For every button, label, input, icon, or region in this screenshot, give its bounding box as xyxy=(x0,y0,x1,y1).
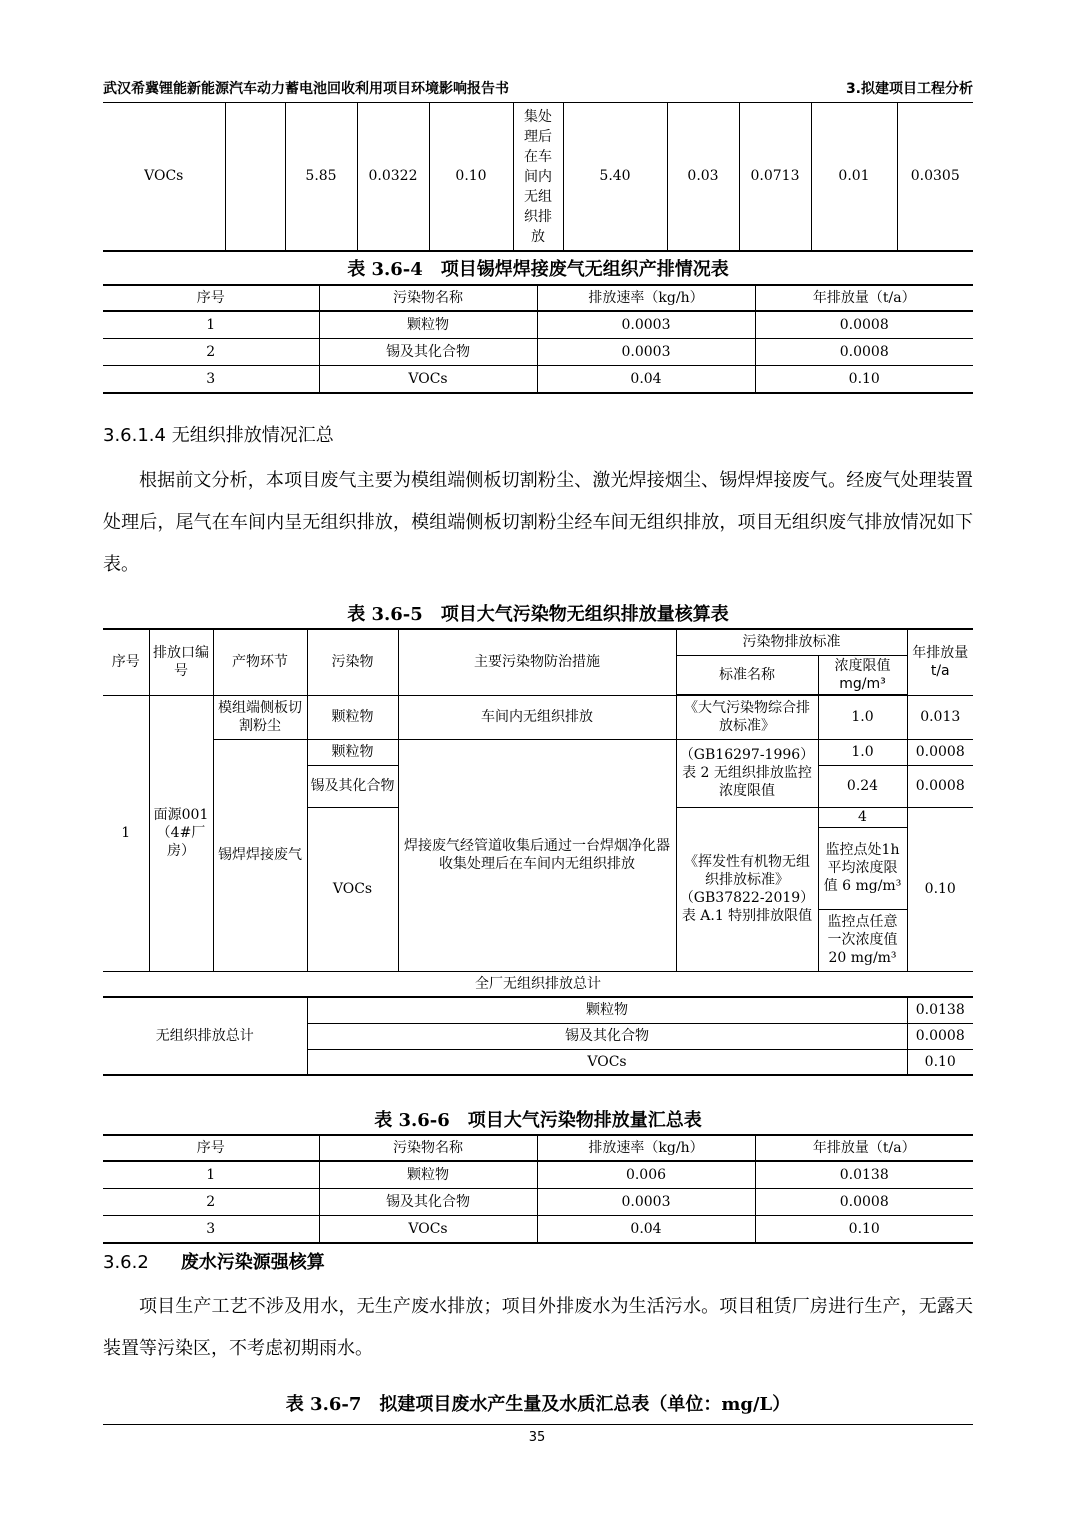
cell-process-2: 锡焊焊接废气 xyxy=(213,739,307,971)
page-header xyxy=(103,76,973,100)
cell-total-value-3: 0.10 xyxy=(907,1049,973,1075)
table-row xyxy=(103,339,973,366)
cell-treatment: 集处理后在车间内无组织排放 xyxy=(513,103,563,251)
section-title: 废水污染源强核算 xyxy=(180,1252,325,1273)
cell-annual-1: 0.013 xyxy=(907,695,973,739)
cell-total-pollutant-2: 锡及其化合物 xyxy=(307,1023,907,1049)
table-row xyxy=(103,1216,973,1244)
td: 0.0003 xyxy=(537,311,755,339)
td: 0.0003 xyxy=(537,339,755,366)
td: 2 xyxy=(103,339,319,366)
td: 3 xyxy=(103,1216,319,1244)
th: 排放速率（kg/h） xyxy=(537,285,755,311)
th-pollutant: 污染物 xyxy=(307,629,398,695)
cell-limit-4a: 4 xyxy=(818,807,907,827)
cell xyxy=(225,103,285,251)
table-row xyxy=(103,366,973,394)
cell: 0.0713 xyxy=(739,103,811,251)
cell: 5.85 xyxy=(285,103,357,251)
cell-pollutant-1: 颗粒物 xyxy=(307,695,398,739)
cell-annual-3: 0.0008 xyxy=(907,765,973,807)
cell-limit-4b: 监控点处1h 平均浓度限值 6 mg/m³ xyxy=(818,827,907,909)
cell-pollutant-4: VOCs xyxy=(307,807,398,971)
cell-pollutant-2: 颗粒物 xyxy=(307,739,398,765)
table4 xyxy=(103,284,973,394)
td: VOCs xyxy=(319,1216,537,1244)
cell: 0.01 xyxy=(811,103,897,251)
header-title: 武汉希冀锂能新能源汽车动力蓄电池回收利用项目环境影响报告书 xyxy=(103,81,509,97)
paragraph-2: 项目生产工艺不涉及用水，无生产废水排放；项目外排废水为生活污水。项目租赁厂房进行生产，无露天装置等污染区，不考虑初期雨水。 xyxy=(103,1296,973,1359)
table6-caption: 表 3.6-6 项目大气污染物排放量汇总表 xyxy=(374,1110,702,1131)
page-number: 35 xyxy=(528,1430,546,1445)
cell-limit-1: 1.0 xyxy=(818,695,907,739)
paragraph-1: 根据前文分析，本项目废气主要为模组端侧板切割粉尘、激光焊接烟尘、锡焊焊接废气。经废气处理装置处理后，尾气在车间内呈无组织排放，模组端侧板切割粉尘经车间无组织排放，项目无组织废气排放情况如下表。 xyxy=(103,470,973,575)
td: 0.0008 xyxy=(755,311,973,339)
td: 颗粒物 xyxy=(319,1161,537,1189)
td: 0.0008 xyxy=(755,339,973,366)
cell: 0.10 xyxy=(429,103,513,251)
td: 2 xyxy=(103,1189,319,1216)
td: 锡及其化合物 xyxy=(319,339,537,366)
cell-pollutant: VOCs xyxy=(103,103,225,251)
td: 0.0003 xyxy=(537,1189,755,1216)
td: 0.0008 xyxy=(755,1189,973,1216)
td: VOCs xyxy=(319,366,537,394)
td: 1 xyxy=(103,311,319,339)
th-standard: 污染物排放标准 xyxy=(676,629,907,655)
th: 序号 xyxy=(103,285,319,311)
cell: 5.40 xyxy=(563,103,667,251)
cell-total-pollutant-3: VOCs xyxy=(307,1049,907,1075)
cell-process-1: 模组端侧板切割粉尘 xyxy=(213,695,307,739)
th: 年排放量（t/a） xyxy=(755,285,973,311)
table7-caption: 表 3.6-7 拟建项目废水产生量及水质汇总表（单位：mg/L） xyxy=(285,1394,791,1415)
cell-total-title: 全厂无组织排放总计 xyxy=(103,971,973,997)
th: 污染物名称 xyxy=(319,1135,537,1161)
cell: 0.03 xyxy=(667,103,739,251)
cell-annual-2: 0.0008 xyxy=(907,739,973,765)
cell-standard-1a: 《大气污染物综合排放标准》 xyxy=(676,695,818,739)
cell-standard-1b: （GB16297-1996）表 2 无组织排放监控浓度限值 xyxy=(676,739,818,807)
cell-limit-4c: 监控点任意一次浓度值 20 mg/m³ xyxy=(818,909,907,971)
table6 xyxy=(103,1134,973,1244)
cell-annual-4: 0.10 xyxy=(907,807,973,971)
th: 污染物名称 xyxy=(319,285,537,311)
table4-caption: 表 3.6-4 项目锡焊焊接废气无组织产排情况表 xyxy=(347,259,729,280)
cell-total-value-2: 0.0008 xyxy=(907,1023,973,1049)
td: 1 xyxy=(103,1161,319,1189)
td: 0.04 xyxy=(537,366,755,394)
cell-limit-2: 1.0 xyxy=(818,739,907,765)
table-row xyxy=(103,1189,973,1216)
cell-total-pollutant-1: 颗粒物 xyxy=(307,997,907,1023)
th-seq: 序号 xyxy=(103,629,149,695)
td: 0.0138 xyxy=(755,1161,973,1189)
cell-measure-2: 焊接废气经管道收集后通过一台焊烟净化器收集处理后在车间内无组织排放 xyxy=(398,739,676,971)
th: 年排放量（t/a） xyxy=(755,1135,973,1161)
cell-total-value-1: 0.0138 xyxy=(907,997,973,1023)
cell-measure-1: 车间内无组织排放 xyxy=(398,695,676,739)
continued-table xyxy=(103,103,973,252)
th: 序号 xyxy=(103,1135,319,1161)
td: 0.04 xyxy=(537,1216,755,1244)
table5-caption: 表 3.6-5 项目大气污染物无组织排放量核算表 xyxy=(347,604,729,625)
table-row xyxy=(103,311,973,339)
td: 0.10 xyxy=(755,366,973,394)
th-process: 产物环节 xyxy=(213,629,307,695)
td: 0.006 xyxy=(537,1161,755,1189)
cell: 0.0305 xyxy=(897,103,973,251)
td: 0.10 xyxy=(755,1216,973,1244)
section-heading-3614: 3.6.1.4 无组织排放情况汇总 xyxy=(103,425,334,446)
section-number: 3.6.2 xyxy=(103,1252,149,1273)
th-limit: 浓度限值mg/m³ xyxy=(818,655,907,695)
th-std-name: 标准名称 xyxy=(676,655,818,695)
header-chapter: 3.拟建项目工程分析 xyxy=(845,81,973,97)
td: 3 xyxy=(103,366,319,394)
cell-limit-3: 0.24 xyxy=(818,765,907,807)
section-heading-362 xyxy=(103,1248,325,1274)
cell-seq: 1 xyxy=(103,695,149,971)
footer-rule xyxy=(103,1424,973,1425)
td: 锡及其化合物 xyxy=(319,1189,537,1216)
cell-standard-2: 《挥发性有机物无组织排放标准》（GB37822-2019）表 A.1 特别排放限值 xyxy=(676,807,818,971)
cell-outlet: 面源001（4#厂房） xyxy=(149,695,213,971)
cell-total-label: 无组织排放总计 xyxy=(103,997,307,1075)
table-row xyxy=(103,1161,973,1189)
td: 颗粒物 xyxy=(319,311,537,339)
th-outlet: 排放口编号 xyxy=(149,629,213,695)
th-annual: 年排放量 t/a xyxy=(907,629,973,695)
th-measures: 主要污染物防治措施 xyxy=(398,629,676,695)
cell-pollutant-3: 锡及其化合物 xyxy=(307,765,398,807)
cell: 0.0322 xyxy=(357,103,429,251)
th: 排放速率（kg/h） xyxy=(537,1135,755,1161)
table5 xyxy=(103,628,973,1076)
